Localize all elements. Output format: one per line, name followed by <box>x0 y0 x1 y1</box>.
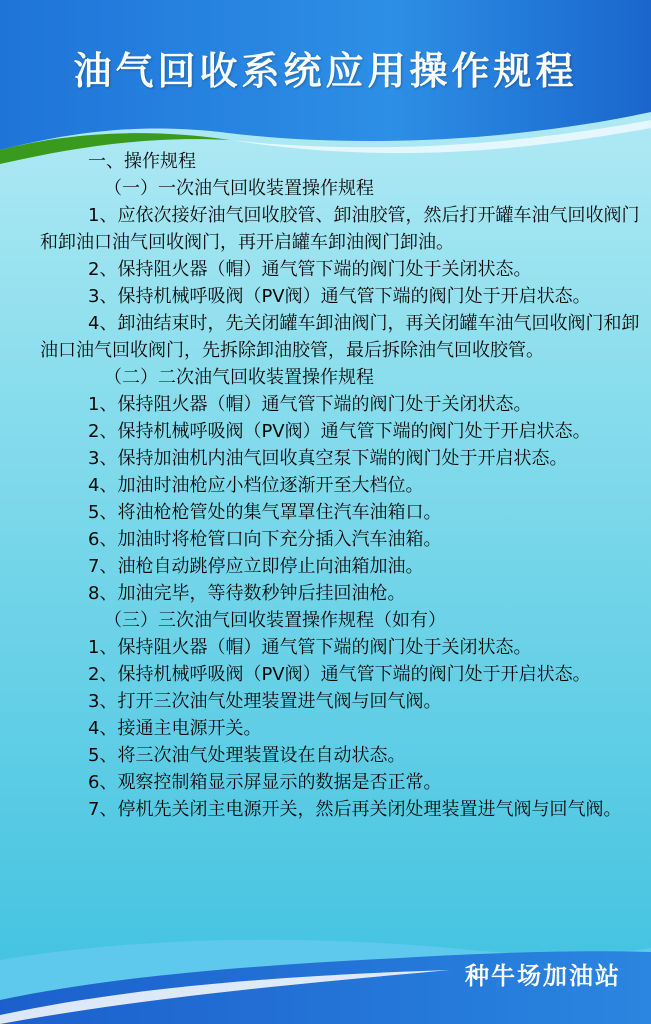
list-item: 7、停机先关闭主电源开关，然后再关闭处理装置进气阀与回气阀。 <box>88 799 622 820</box>
page-title: 油气回收系统应用操作规程 <box>73 49 578 93</box>
list-item: 7、油枪自动跳停应立即停止向油箱加油。 <box>88 556 424 577</box>
list-item: 2、保持阻火器（帽）通气管下端的阀门处于关闭状态。 <box>88 259 532 280</box>
list-item: 1、保持阻火器（帽）通气管下端的阀门处于关闭状态。 <box>88 637 532 658</box>
list-item: 4、卸油结束时，先关闭罐车卸油阀门，再关闭罐车油气回收阀门和卸油口油气回收阀门，先拆除卸油胶管，最后拆除油气回收胶管。 <box>40 313 640 361</box>
list-item: 6、观察控制箱显示屏显示的数据是否正常。 <box>88 772 442 793</box>
list-item: 1、保持阻火器（帽）通气管下端的阀门处于关闭状态。 <box>88 394 532 415</box>
part2-heading: （二）二次油气回收装置操作规程 <box>104 367 374 388</box>
list-item: 8、加油完毕，等待数秒钟后挂回油枪。 <box>88 583 406 604</box>
list-item: 4、加油时油枪应小档位逐渐开至大档位。 <box>88 475 424 496</box>
list-item: 2、保持机械呼吸阀（PV阀）通气管下端的阀门处于开启状态。 <box>88 421 591 442</box>
procedure-content <box>40 148 644 823</box>
list-item: 4、接通主电源开关。 <box>88 718 262 739</box>
part1-heading: （一）一次油气回收装置操作规程 <box>104 178 374 199</box>
station-name: 种牛场加油站 <box>465 962 621 990</box>
list-item: 6、加油时将枪管口向下充分插入汽车油箱。 <box>88 529 442 550</box>
part3-heading: （三）三次油气回收装置操作规程（如有） <box>104 610 446 631</box>
list-item: 5、将三次油气处理装置设在自动状态。 <box>88 745 406 766</box>
list-item: 3、打开三次油气处理装置进气阀与回气阀。 <box>88 691 442 712</box>
list-item: 3、保持机械呼吸阀（PV阀）通气管下端的阀门处于开启状态。 <box>88 286 591 307</box>
list-item: 2、保持机械呼吸阀（PV阀）通气管下端的阀门处于开启状态。 <box>88 664 591 685</box>
list-item: 1、应依次接好油气回收胶管、卸油胶管，然后打开罐车油气回收阀门和卸油口油气回收阀门，再开启罐车卸油阀门卸油。 <box>40 205 640 253</box>
list-item: 3、保持加油机内油气回收真空泵下端的阀门处于开启状态。 <box>88 448 568 469</box>
section-heading: 一、操作规程 <box>88 151 196 172</box>
list-item: 5、将油枪枪管处的集气罩罩住汽车油箱口。 <box>88 502 442 523</box>
